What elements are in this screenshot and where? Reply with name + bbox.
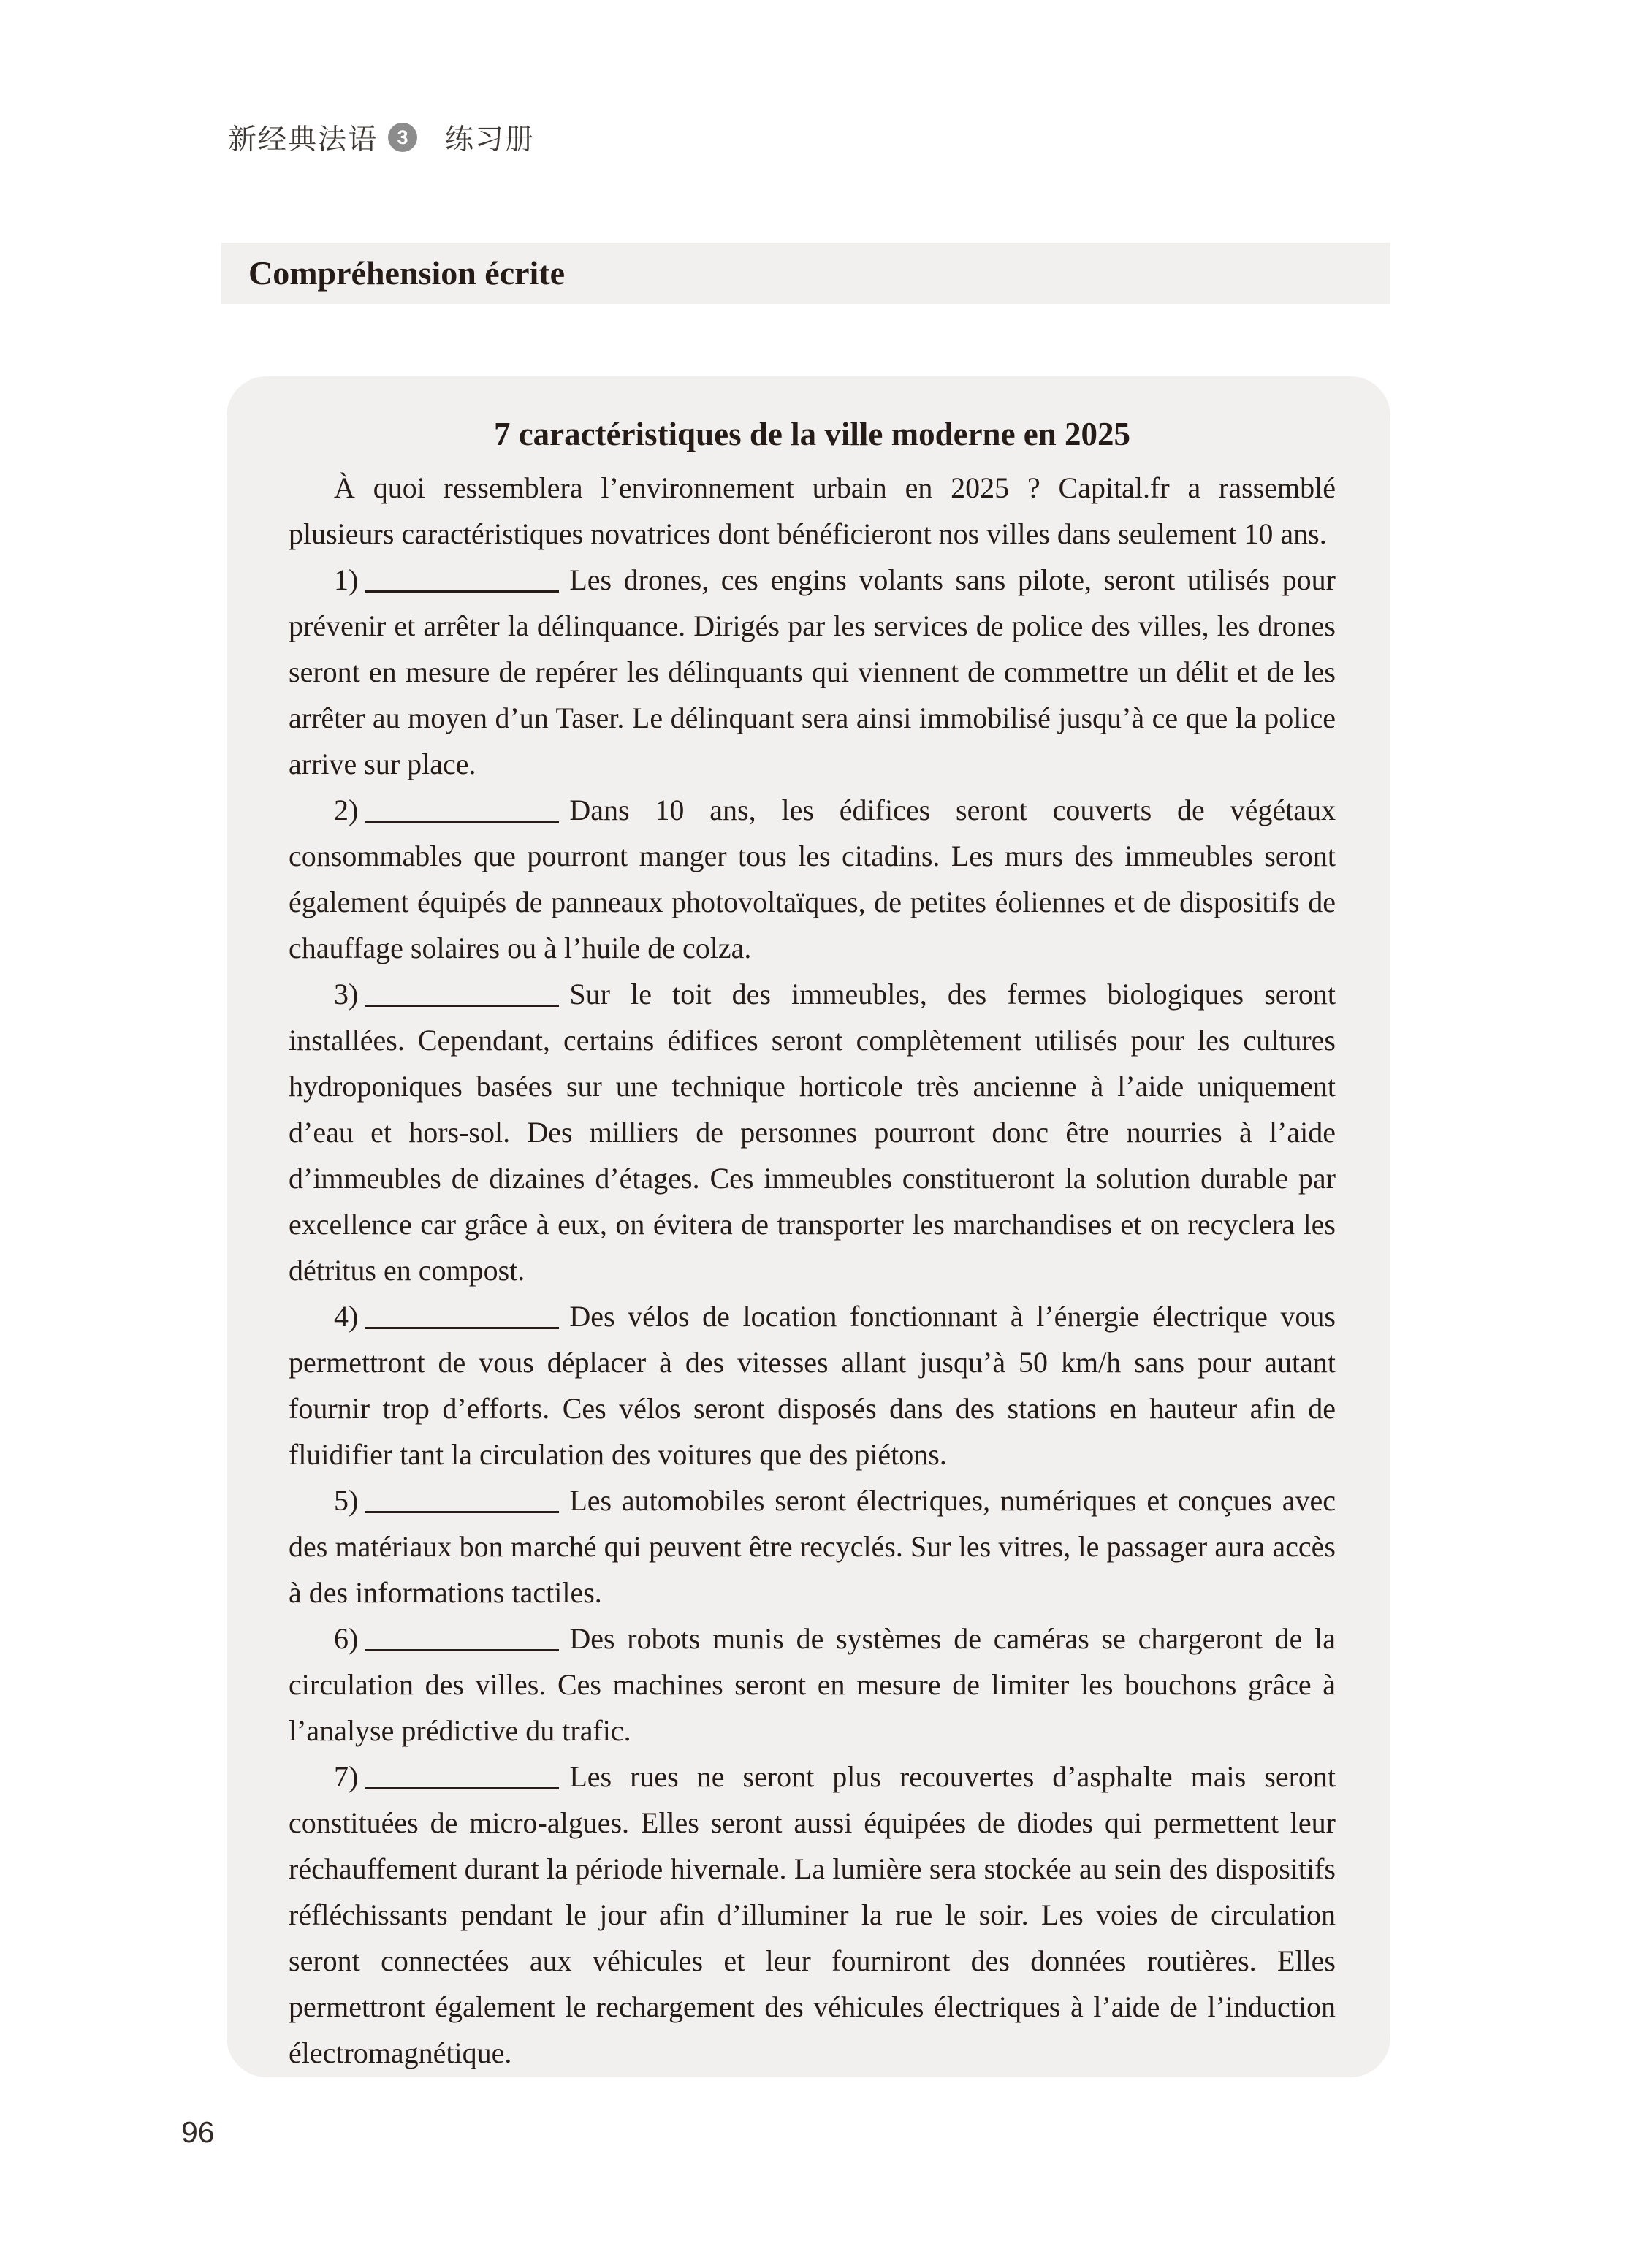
item-text: Les automobiles seront électriques, numériques et conçues avec des matériaux bon marché qui peuvent être recyclés. Sur les vitres, le passager aura accès à des informations tactiles. [289,1484,1336,1609]
item-number: 2) [334,794,359,826]
section-heading-band [221,243,1390,304]
series-title: 新经典法语 [228,124,378,156]
blank-line [365,1649,559,1651]
blank-line [365,1787,559,1789]
item-number: 6) [334,1622,359,1655]
article-item-1 [289,557,1336,787]
item-text: Les rues ne seront plus recouvertes d’asphalte mais seront constituées de micro-algues. Elles seront aussi équipées de diodes qui permettent leur réchauffement durant la période hivernale. La lumière sera stockée au sein des dispositifs réfléchissants pendant le jour afin d’illuminer la rue le soir. Les voies de circulation seront connectées aux véhicules et leur fourniront des données routières. Elles permettront également le rechargement des véhicules électriques à l’aide de l’induction électromagnétique. [289,1760,1336,2069]
item-text: Les drones, ces engins volants sans pilote, seront utilisés pour prévenir et arrêter la délinquance. Dirigés par les services de police des villes, les drones seront en mesure de repérer les délinquants qui viennent de commettre un délit et de les arrêter au moyen d’un Taser. Le délinquant sera ainsi immobilisé jusqu’à ce que la police arrive sur place. [289,563,1336,780]
item-text: Dans 10 ans, les édifices seront couverts de végétaux consommables que pourront manger tous les citadins. Les murs des immeubles seront également équipés de panneaux photovoltaïques, de petites éoliennes et de dispositifs de chauffage solaires ou à l’huile de colza. [289,794,1336,964]
article-item-7 [289,1754,1336,2076]
blank-line [365,590,559,593]
article-item-3 [289,971,1336,1293]
article-title: 7 caractéristiques de la ville moderne en 2025 [493,416,1131,452]
page-number: 96 [181,2115,215,2149]
item-text: Sur le toit des immeubles, des fermes biologiques seront installées. Cependant, certains édifices seront complètement utilisés pour les cultures hydroponiques basées sur une technique horticole très ancienne à l’aide uniquement d’eau et hors-sol. Des milliers de personnes pourront donc être nourries à l’aide d’immeubles de dizaines d’étages. Ces immeubles constitueront la solution durable par excellence car grâce à eux, on évitera de transporter les marchandises et on recyclera les détritus en compost. [289,978,1336,1287]
blank-line [365,821,559,823]
article-item-2 [289,787,1336,971]
booklet-title: 练习册 [445,124,536,156]
blank-line [365,1327,559,1329]
article-item-6 [289,1616,1336,1754]
article-intro: À quoi ressemblera l’environnement urbain en 2025 ? Capital.fr a rassemblé plusieurs caractéristiques novatrices dont bénéficieront nos villes dans seulement 10 ans. [289,471,1336,550]
blank-line [365,1511,559,1513]
item-number: 4) [334,1300,359,1333]
article-item-5 [289,1477,1336,1616]
article-item-4 [289,1293,1336,1477]
volume-number: 3 [397,126,408,148]
item-number: 7) [334,1760,359,1793]
volume-badge [388,123,417,152]
item-number: 3) [334,978,359,1011]
item-text: Des robots munis de systèmes de caméras se chargeront de la circulation des villes. Ces machines seront en mesure de limiter les bouchons grâce à l’analyse prédictive du trafic. [289,1622,1336,1747]
article-panel [227,376,1390,2077]
section-title: Compréhension écrite [248,254,566,292]
item-text: Des vélos de location fonctionnant à l’énergie électrique vous permettront de vous déplacer à des vitesses allant jusqu’à 50 km/h sans pour autant fournir trop d’efforts. Ces vélos seront disposés dans des stations en hauteur afin de fluidifier tant la circulation des voitures que des piétons. [289,1300,1336,1471]
book-header [228,117,535,158]
item-number: 5) [334,1484,359,1517]
item-number: 1) [334,563,359,596]
blank-line [365,1005,559,1007]
